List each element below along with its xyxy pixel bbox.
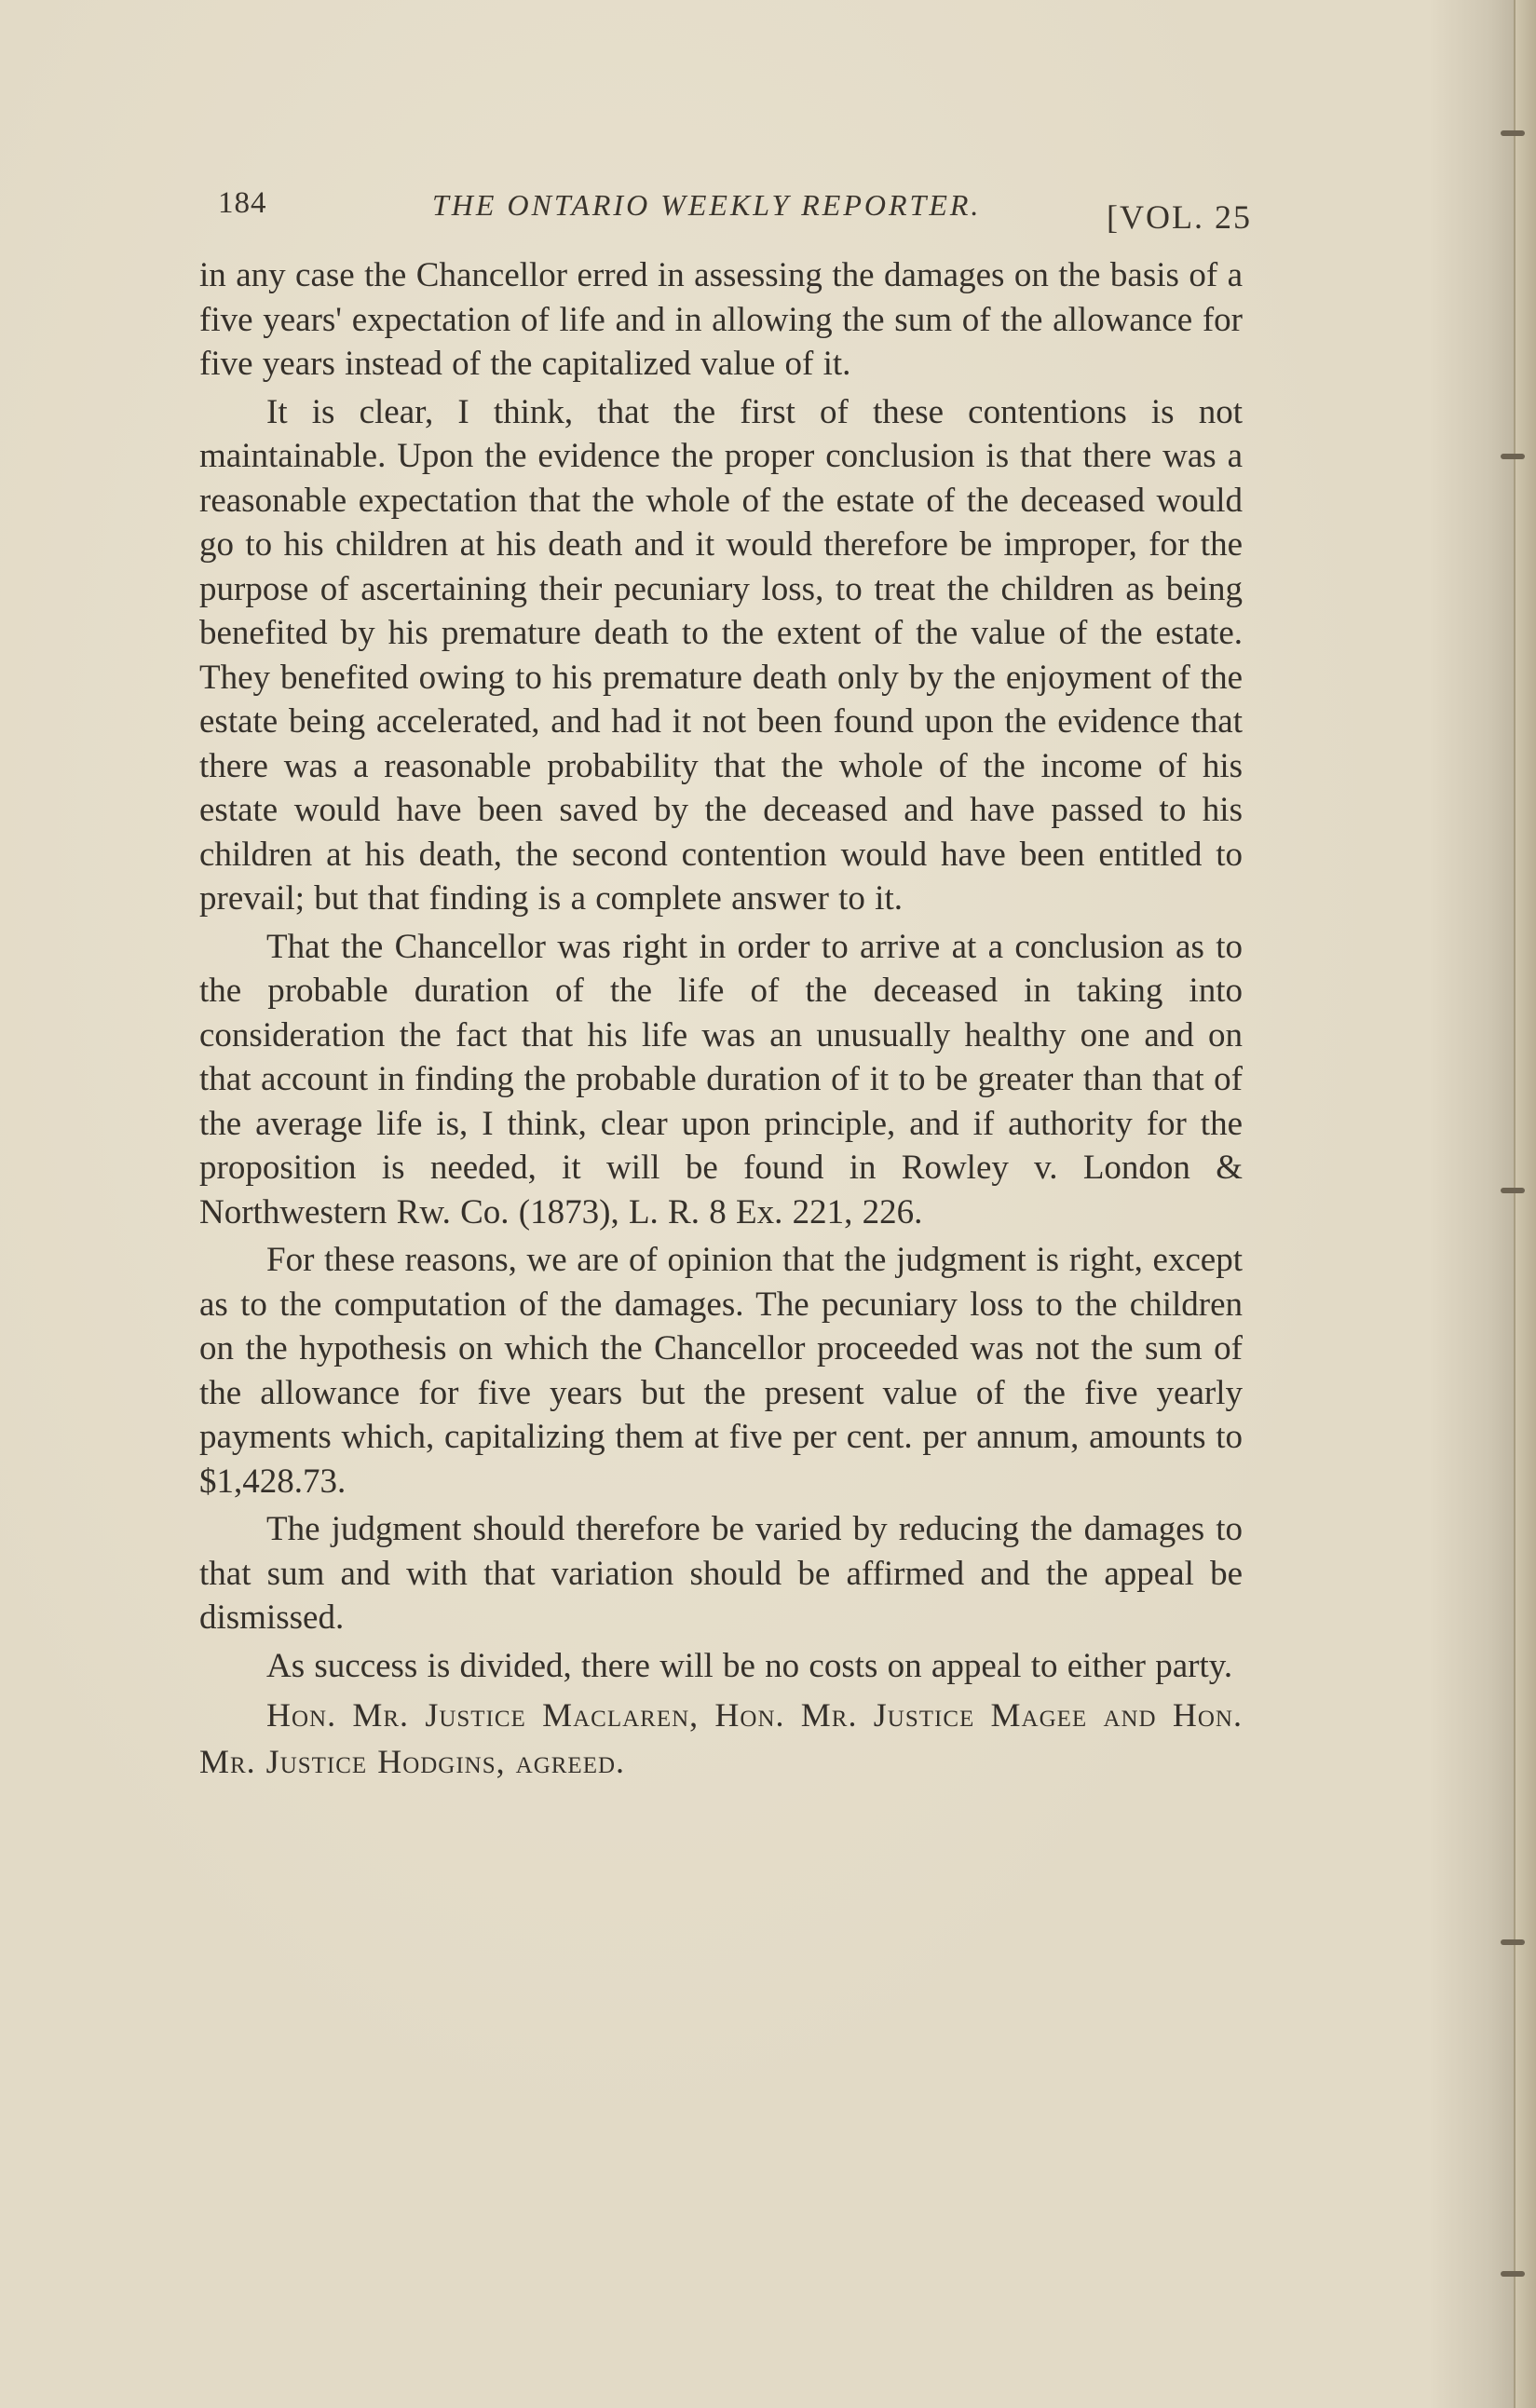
concurrence-note: Hon. Mr. Justice Maclaren, Hon. Mr. Justice Magee and Hon. Mr. Justice Hodgins, agreed. <box>199 1696 1243 1780</box>
volume-label: [VOL. 25 <box>1107 198 1252 236</box>
running-head <box>199 186 1252 253</box>
edge-mark <box>1501 454 1525 459</box>
text-block <box>199 186 1252 1785</box>
edge-mark <box>1501 130 1525 136</box>
edge-mark <box>1501 2271 1525 2277</box>
journal-title: THE ONTARIO WEEKLY REPORTER. <box>432 188 982 222</box>
paragraph: As success is divided, there will be no costs on appeal to either party. <box>266 1646 1233 1685</box>
paragraph: The judgment should therefore be varied by reducing the damages to that sum and with that variation should be affirmed and the appeal be dismissed. <box>199 1510 1243 1637</box>
page-number: 184 <box>218 186 267 220</box>
page-edge <box>1514 0 1536 2408</box>
paragraph: in any case the Chancellor erred in assessing the damages on the basis of a five years' expectation of life and in allowing the sum of the allowance for five years instead of the capitalized value of it. <box>199 256 1243 383</box>
paragraph: It is clear, I think, that the first of these contentions is not maintainable. Upon the evidence the proper conclusion is that there was a reasonable expectation that the whole of the estate of the deceased would go to his children at his death and it would therefore be improper, for the purpose of ascertaining their pecuniary loss, to treat the children as being benefited by his premature death to the extent of the value of the estate. They benefited owing to his premature death only by the enjoyment of the estate being accelerated, and had it not been found upon the evidence that there was a reasonable probability that the whole of the income of his estate would have been saved by the deceased and have passed to his children at his death, the second contention would have been entitled to prevail; but that finding is a complete answer to it. <box>199 392 1243 918</box>
edge-mark <box>1501 1939 1525 1945</box>
edge-mark <box>1501 1188 1525 1193</box>
paragraph: That the Chancellor was right in order to arrive at a conclusion as to the probable duration of the life of the deceased in taking into consideration the fact that his life was an unusually healthy one and on that account in finding the probable duration of it to be greater than that of the average life is, I think, clear upon principle, and if authority for the proposition is needed, it will be found in Rowley v. London & Northwestern Rw. Co. (1873), L. R. 8 Ex. 221, 226. <box>199 927 1243 1231</box>
paragraph: For these reasons, we are of opinion that the judgment is right, except as to the computation of the damages. The pecuniary loss to the children on the hypothesis on which the Chancellor proceeded was not the sum of the allowance for five years but the present value of the five yearly payments which, capitalizing them at five per cent. per annum, amounts to $1,428.73. <box>199 1241 1243 1501</box>
